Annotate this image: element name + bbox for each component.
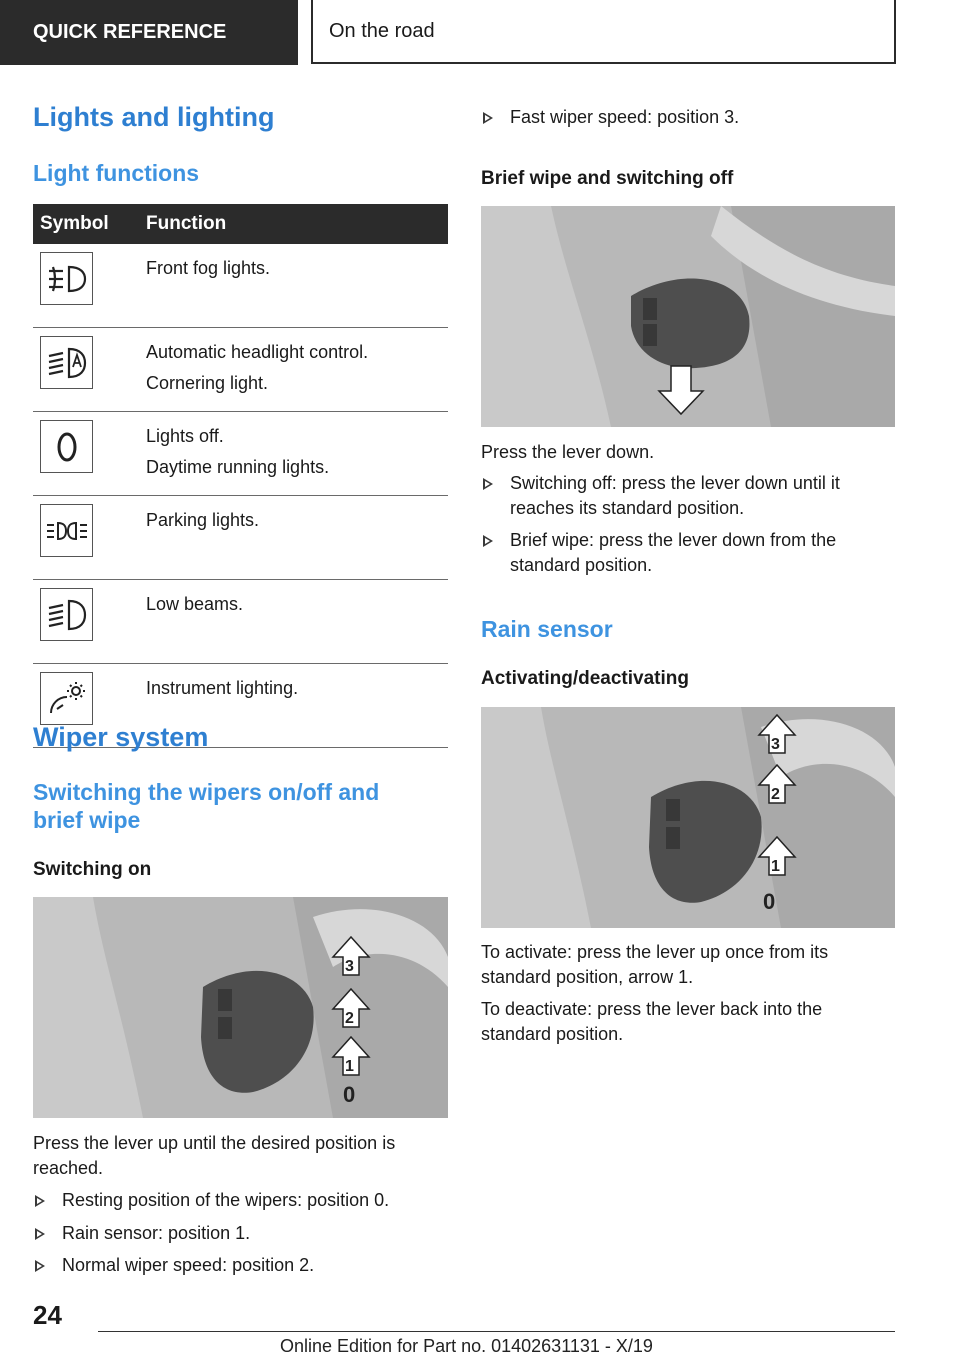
figure-label-2: 2 [771,786,780,803]
wiper-lever-up-figure [33,897,448,1118]
subtitle-line: Switching the wipers on/off and [33,779,380,805]
bullet-resting-position [33,1188,389,1213]
table-row [33,328,448,412]
text-line: To deactivate: press the lever back into the [481,999,823,1019]
bullet-brief-wipe [481,528,836,578]
bullet-triangle-icon [35,1195,45,1207]
figure-label-3: 3 [771,736,780,753]
function-text: Lights off. [146,426,224,446]
figure-label-1: 1 [345,1058,354,1075]
bullet-text: Fast wiper speed: position 3. [510,107,740,127]
page-number: 24 [33,1300,62,1330]
automatic-headlight-icon [40,336,93,389]
bullet-triangle-icon [35,1260,45,1272]
bullet-switching-off [481,471,840,521]
switching-on-text [33,1131,395,1181]
bullet-fast-speed [481,105,739,130]
subtitle-light-functions: Light functions [33,160,200,186]
deactivate-text [481,997,822,1047]
parking-lights-icon [40,504,93,557]
header-section-tab [0,0,298,65]
figure-label-0: 0 [343,1082,356,1107]
table-header-row [33,204,448,244]
function-text: Daytime running lights. [146,457,330,477]
table-header-function: Function [139,204,448,244]
title-rain-sensor: Rain sensor [481,616,613,642]
bullet-text: reaches its standard position. [510,498,745,518]
table-row [33,244,448,328]
function-text: Low beams. [146,594,244,614]
text-line: standard position. [481,1024,624,1044]
bullet-rain-sensor [33,1221,250,1246]
activate-text [481,940,828,990]
figure-label-2: 2 [345,1010,354,1027]
title-lights-and-lighting: Lights and lighting [33,102,275,132]
bullet-triangle-icon [483,478,493,490]
function-text: Automatic headlight control. [146,342,369,362]
subtitle-switching-wipers [33,778,379,834]
figure-label-0: 0 [763,889,776,914]
bullet-text: standard position. [510,555,653,575]
heading-switching-on: Switching on [33,859,152,880]
header-chapter-label: On the road [329,19,435,42]
bullet-text: Resting position of the wipers: position 0. [62,1190,390,1210]
lights-off-icon [40,420,93,473]
header-section-label: QUICK REFERENCE [33,21,227,43]
bullet-triangle-icon [483,112,493,124]
heading-brief-wipe: Brief wipe and switching off [481,168,734,189]
table-header-symbol: Symbol [33,204,139,244]
rain-sensor-figure [481,707,895,928]
bullet-text: Switching off: press the lever down until it [510,473,840,493]
light-functions-table [33,204,448,748]
figure-label-1: 1 [771,858,780,875]
function-text: Cornering light. [146,373,269,393]
title-wiper-system: Wiper system [33,722,209,752]
text-line: standard position, arrow 1. [481,967,694,987]
bullet-triangle-icon [483,535,493,547]
bullet-text: Brief wipe: press the lever down from the [510,530,837,550]
text-line: reached. [33,1158,104,1178]
bullet-text: Rain sensor: position 1. [62,1223,251,1243]
function-text: Front fog lights. [146,258,271,278]
front-fog-lights-icon [40,252,93,305]
table-row [33,580,448,664]
heading-activating: Activating/deactivating [481,668,689,689]
text-line: Press the lever up until the desired position is [33,1133,396,1153]
table-row [33,412,448,496]
table-row [33,496,448,580]
footer-edition: Online Edition for Part no. 01402631131 - X/19 [280,1336,653,1356]
function-text: Instrument lighting. [146,678,299,698]
function-text: Parking lights. [146,510,260,530]
bullet-normal-speed [33,1253,314,1278]
low-beams-icon [40,588,93,641]
wiper-lever-down-figure [481,206,895,427]
figure-label-3: 3 [345,958,354,975]
press-down-text: Press the lever down. [481,442,655,462]
bullet-text: Normal wiper speed: position 2. [62,1255,315,1275]
subtitle-line: brief wipe [33,807,141,833]
footer-divider [98,1331,895,1332]
instrument-lighting-icon [40,672,93,725]
text-line: To activate: press the lever up once from its [481,942,829,962]
header-chapter-box [311,0,896,64]
bullet-triangle-icon [35,1228,45,1240]
